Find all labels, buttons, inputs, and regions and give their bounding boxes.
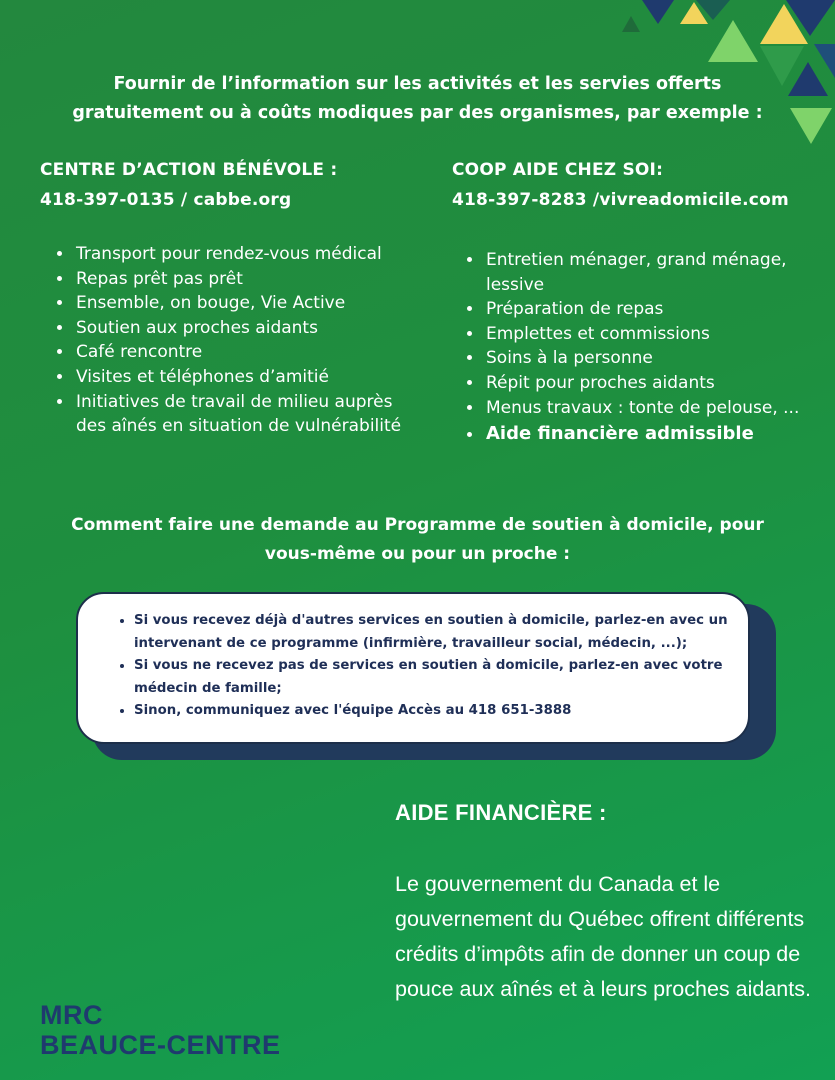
logo-line-2: BEAUCE-CENTRE	[40, 1030, 281, 1060]
card-item: • Si vous recevez déjà d'autres services en soutien à domicile, parlez-en avec un intervenant de ce programme (infirmière, travailleur social, médecin, ...);	[134, 610, 728, 655]
financial-aid-title: AIDE FINANCIÈRE :	[395, 800, 607, 825]
intro-text	[40, 70, 795, 128]
list-item: • Transport pour rendez-vous médical	[74, 242, 419, 267]
coop-section	[452, 155, 822, 215]
intro-line-2: gratuitement ou à coûts modiques par des organismes, par exemple :	[72, 103, 763, 123]
list-item-financial-aid: • Aide financière admissible	[484, 422, 824, 447]
cab-contact: 418-397-0135 / cabbe.org	[40, 190, 292, 210]
cab-services-list	[42, 242, 419, 439]
how-line-1: Comment faire une demande au Programme de soutien à domicile, pour	[71, 515, 764, 535]
logo-line-1: MRC	[40, 1000, 103, 1030]
list-item: • Visites et téléphones d’amitié	[74, 365, 419, 390]
list-item: • Répit pour proches aidants	[484, 371, 824, 396]
list-item: • Soins à la personne	[484, 346, 824, 371]
card-list	[78, 594, 748, 723]
coop-name: COOP AIDE CHEZ SOI:	[452, 160, 664, 180]
coop-contact: 418-397-8283 /vivreadomicile.com	[452, 190, 789, 210]
list-item: • Ensemble, on bouge, Vie Active	[74, 291, 419, 316]
list-item: • Préparation de repas	[484, 297, 824, 322]
cab-name: CENTRE D’ACTION BÉNÉVOLE :	[40, 160, 338, 180]
list-item: • Soutien aux proches aidants	[74, 316, 419, 341]
card-item: • Sinon, communiquez avec l'équipe Accès au 418 651-3888	[134, 700, 728, 723]
intro-line-1: Fournir de l’information sur les activités et les servies offerts	[113, 74, 722, 94]
financial-aid-text: Le gouvernement du Canada et le gouvernement du Québec offrent différents crédits d’impôts afin de donner un coup de pouce aux aînés et à leurs proches aidants.	[395, 872, 811, 1001]
list-item: • Repas prêt pas prêt	[74, 267, 419, 292]
cab-section	[40, 155, 420, 215]
list-item: • Entretien ménager, grand ménage, lessive	[484, 248, 824, 297]
list-item: • Initiatives de travail de milieu auprès des aînés en situation de vulnérabilité	[74, 390, 419, 439]
how-to-apply-heading	[40, 511, 795, 569]
list-item: • Café rencontre	[74, 340, 419, 365]
card-item: • Si vous ne recevez pas de services en soutien à domicile, parlez-en avec votre médecin de famille;	[134, 655, 728, 700]
mrc-logo	[40, 1000, 281, 1060]
how-line-2: vous-même ou pour un proche :	[264, 544, 571, 564]
list-item: • Emplettes et commissions	[484, 322, 824, 347]
coop-services-list	[452, 248, 824, 447]
list-item: • Menus travaux : tonte de pelouse, ...	[484, 396, 824, 421]
info-card	[76, 592, 750, 744]
